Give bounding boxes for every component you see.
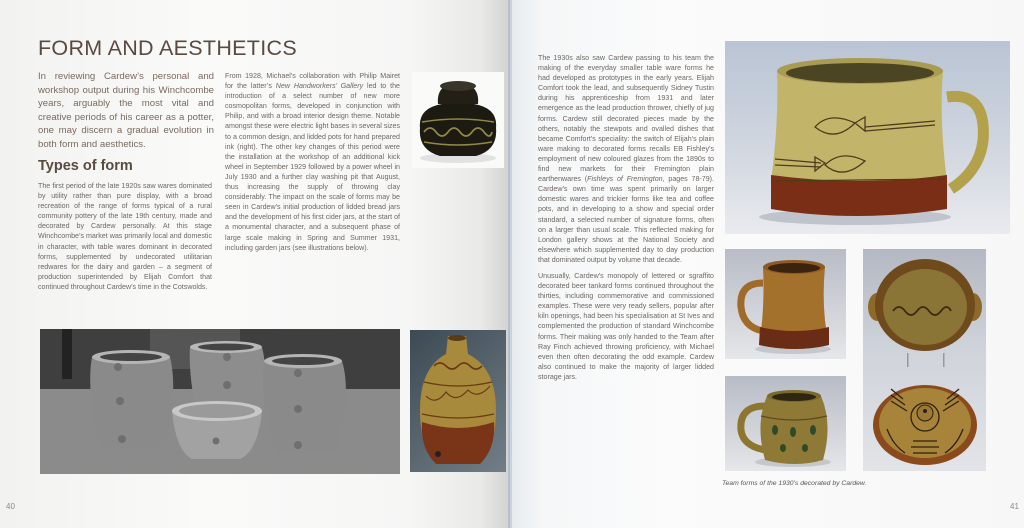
cider-jar-photo (410, 330, 506, 472)
book-reference: Fishleys of Fremington (587, 175, 663, 184)
text-run: led to the introduction of a select number of new more cosmopolitan forms, developed in conjunction with Philip, and with a broad interior design theme. Notable amongst these were electric light bases in several sizes to a common design, and lidded pots for hand prepared ink (right). The other key changes of this period were the installation at the workshop of an additional kick wheel in September 1929 followed by a power wheel in July 1930 and a further clay washing pit that August, thus increasing the supply of throwing clay considerably. The impact on the scale of forms may be seen in Cardew’s initial production of lidded bread jars and the development of his first cider jars, at the start of a monumental character, and a subsequent phase of large scale making in Spring and Summer 1931, including garden jars (see illustrations below). (225, 82, 400, 252)
body-paragraph (225, 71, 400, 253)
page-number-right: 41 (1010, 502, 1019, 511)
stewpot-and-lid-photo (863, 249, 986, 471)
book-gutter (508, 0, 511, 528)
gallery-name: New Handworkers’ Gallery (275, 82, 364, 91)
body-column-1 (38, 181, 212, 292)
body-paragraph: Unusually, Cardew’s monopoly of lettered or sgraffito decorated beer tankard forms continued throughout the thirties, including commemorative and commissioned examples. These were very ready sellers, popular after kiln openings, had been his specialisation at St Ives and complemented the production of standard Winchcombe forms. Their making was only handed to the Team after Ray Finch achieved throwing proficiency, with Michael even then often decorating the odd example. Cardew also continued to make the majority of larger lidded storage jars. (538, 271, 714, 381)
ink-pot-photo (412, 72, 504, 168)
intro-paragraph: In reviewing Cardew’s personal and workshop output during his Winchcombe years, arguably the most vital and creative periods of his career as a potter, one may discern a gradual evolution in both form and aesthetics. (38, 71, 214, 150)
body-paragraph (538, 53, 714, 265)
fish-tankard-photo (725, 41, 1010, 234)
page-title: FORM AND AESTHETICS (38, 36, 297, 60)
text-run: The 1930s also saw Cardew passing to his team the making of the everyday smaller table ware forms he had developed as prototypes in the early years. Elijah Comfort took the lead, and subsequently Sidney Tustin during his apprenticeship from 1931 and later emergence as the lead production thrower, chiefly of jug forms. Cardew still decorated pieces made by the others, notably the stewpots and ovalled dishes that became Comfort’s speciality: the switch of Elijah’s plain ware making to decorated forms recalls EB Fishley’s employment of new coloured glazes from the 1890s to find new markets for their Fremington plain earthenwares ( (538, 54, 714, 184)
garden-jars-photo (40, 329, 400, 474)
body-column-right (538, 53, 714, 382)
right-page (512, 0, 1024, 528)
text-run: From 1928, Michael’s collaboration with Philip Mairet for the latter’s (225, 72, 400, 91)
text-run: , pages 78-79). Cardew’s own time was spent primarily on larger domestic wares and trickier forms like tea and coffee pots, and in developing to a show and special order standard, a selected number of signature forms, often on a larger than usual scale. This reflected making for London gallery shows at the National Society and elsewhere which supplemented day to day production that dominated output by volume that decade. (538, 175, 714, 264)
round-mug-photo (725, 376, 846, 471)
body-column-2 (225, 71, 400, 253)
figure-caption: Team forms of the 1930’s decorated by Cardew. (722, 480, 867, 487)
page-number-left: 40 (6, 502, 15, 511)
tall-mug-photo (725, 249, 846, 359)
body-paragraph: The first period of the late 1920s saw wares dominated by utility rather than pure display, with a broad recreation of the range of forms typical of a rural community pottery of the late 19th century, made and decorated by Cardew personally. At this stage Winchcombe’s market was primarily local and domestic in character, with table wares dominant in decorated forms, supplemented by undecorated utilitarian redwares for the dairy and garden – a segment of production superintended by Elijah Comfort that continued throughout Cardew’s time in the Cotswolds. (38, 182, 212, 291)
section-heading: Types of form (38, 158, 133, 174)
